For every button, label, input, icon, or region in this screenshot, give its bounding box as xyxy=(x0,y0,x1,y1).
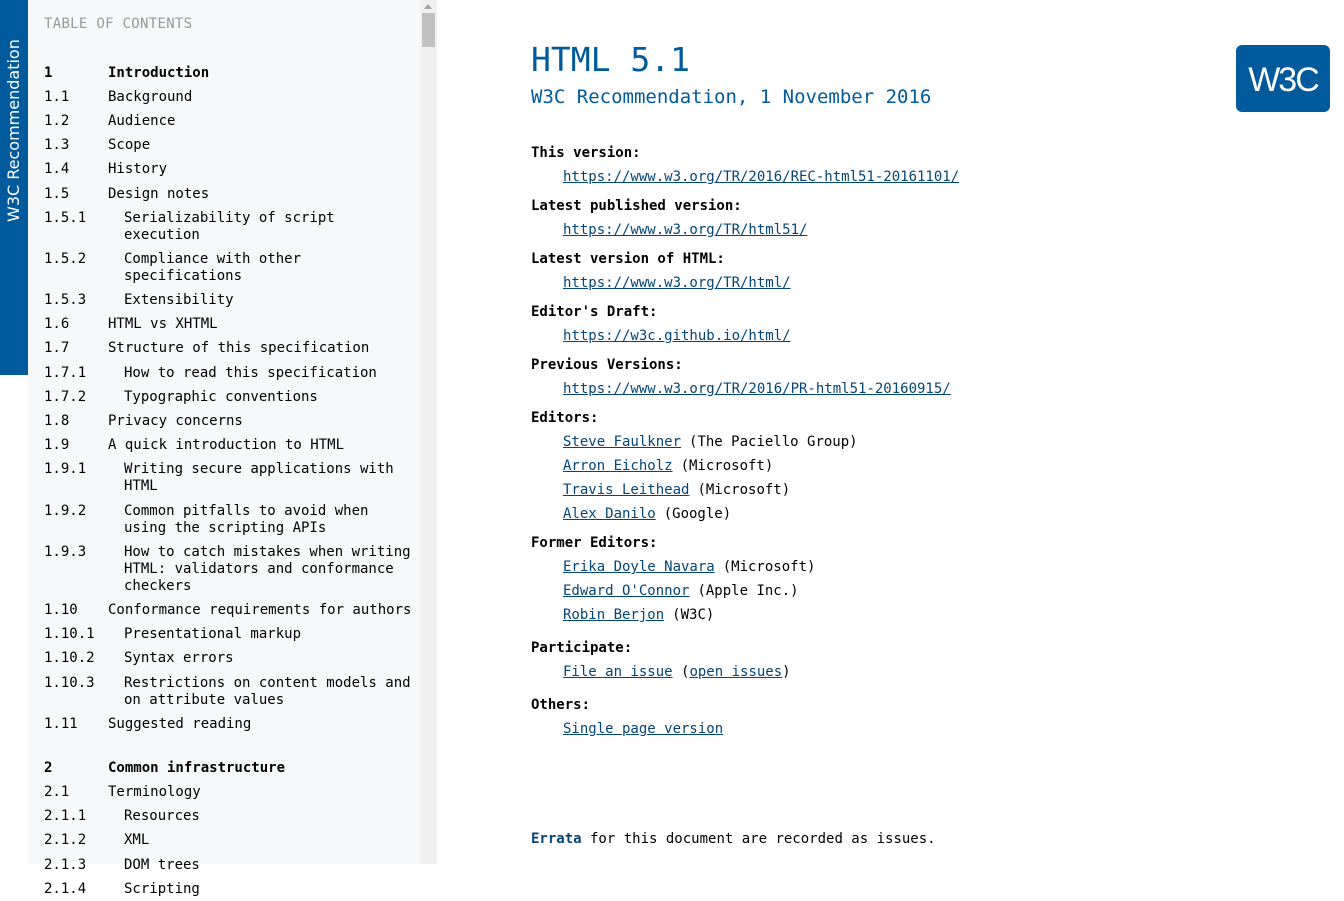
toc-item-number: 1.10 xyxy=(44,601,78,618)
toc-item-label[interactable]: Introduction xyxy=(108,64,210,81)
toc-item[interactable] xyxy=(44,623,414,647)
editors-draft-link[interactable]: https://w3c.github.io/html/ xyxy=(563,328,791,344)
scroll-up-arrow-icon[interactable] xyxy=(424,4,432,9)
toc-item[interactable] xyxy=(44,289,414,313)
editor-entry xyxy=(563,559,1231,576)
toc-item-label[interactable]: Structure of this specification xyxy=(108,340,370,357)
toc-item-label[interactable]: XML xyxy=(124,832,150,849)
toc-item-label[interactable]: Suggested reading xyxy=(108,715,252,732)
editor-name-link[interactable]: Arron Eicholz xyxy=(563,458,673,474)
w3c-logo-icon xyxy=(1236,45,1330,112)
previous-versions-label: Previous Versions: xyxy=(531,357,683,373)
editor-name-link[interactable]: Robin Berjon xyxy=(563,607,665,623)
editor-entry xyxy=(563,607,1231,624)
toc-item-label[interactable]: Presentational markup xyxy=(124,626,302,643)
participate-close-paren: ) xyxy=(782,664,791,680)
toc-item[interactable] xyxy=(44,877,414,901)
editor-org: (Microsoft) xyxy=(680,458,774,474)
editor-org: (Apple Inc.) xyxy=(697,583,799,599)
toc-item-number: 1.9.2 xyxy=(44,502,87,519)
toc-item[interactable] xyxy=(44,361,414,385)
toc-item[interactable] xyxy=(44,598,414,622)
others-label: Others: xyxy=(531,697,591,713)
toc-item-label[interactable]: Scope xyxy=(108,137,151,154)
toc-item-number: 2.1.1 xyxy=(44,808,87,825)
toc-item-number: 1.7.1 xyxy=(44,364,87,381)
editor-entry xyxy=(563,458,1231,475)
toc-item-label[interactable]: Terminology xyxy=(108,784,201,801)
single-page-link[interactable]: Single page version xyxy=(563,721,724,737)
toc-item[interactable] xyxy=(44,385,414,409)
toc-item-number: 1.4 xyxy=(44,161,70,178)
editor-name-link[interactable]: Steve Faulkner xyxy=(563,434,682,450)
toc-item-number: 2.1 xyxy=(44,784,70,801)
toc-item-label[interactable]: Privacy concerns xyxy=(108,413,243,430)
toc-item-number: 1.9 xyxy=(44,437,70,454)
this-version-label: This version: xyxy=(531,145,641,161)
toc-item-number: 1.7 xyxy=(44,340,70,357)
toc-item-label[interactable]: Restrictions on content models and on attribute values xyxy=(124,674,411,708)
toc-item-label[interactable]: Compliance with other specifications xyxy=(124,250,302,284)
errata-note xyxy=(531,831,936,848)
toc-item-label[interactable]: How to read this specification xyxy=(124,364,377,381)
toc-item[interactable] xyxy=(44,781,414,805)
toc-item[interactable] xyxy=(44,756,414,780)
editors-label: Editors: xyxy=(531,410,599,426)
toc-item[interactable] xyxy=(44,499,414,540)
toc-item-number: 2.1.2 xyxy=(44,832,87,849)
toc-item-number: 2.1.3 xyxy=(44,856,87,873)
toc-item-label[interactable]: A quick introduction to HTML xyxy=(108,437,345,454)
participate-label: Participate: xyxy=(531,640,633,656)
toc-item[interactable] xyxy=(44,434,414,458)
toc-item-number: 1.5.2 xyxy=(44,250,87,267)
toc-item-number: 1.10.3 xyxy=(44,674,95,691)
ribbon-label: W3C Recommendation xyxy=(4,39,23,222)
toc-item-label[interactable]: Scripting xyxy=(124,880,200,897)
toc-item-label[interactable]: DOM trees xyxy=(124,856,200,873)
toc-item[interactable] xyxy=(44,134,414,158)
toc-item-label[interactable]: Typographic conventions xyxy=(124,388,318,405)
toc-item-number: 1.5.3 xyxy=(44,292,87,309)
former-editors-list xyxy=(531,559,1231,624)
editors-draft-label: Editor's Draft: xyxy=(531,304,658,320)
toc-item-number: 1 xyxy=(44,64,53,81)
editor-org: (Google) xyxy=(663,506,732,522)
toc-item-label[interactable]: Conformance requirements for authors xyxy=(108,601,412,618)
toc-item[interactable] xyxy=(44,109,414,133)
toc-item[interactable] xyxy=(44,247,414,288)
this-version-link[interactable]: https://www.w3.org/TR/2016/REC-html51-20161101/ xyxy=(563,169,960,185)
toc-list xyxy=(44,60,414,901)
editor-org: (W3C) xyxy=(672,607,715,623)
toc-item-number: 1.5.1 xyxy=(44,209,87,226)
toc-item[interactable] xyxy=(44,829,414,853)
editor-org: (Microsoft) xyxy=(697,482,791,498)
toc-item[interactable] xyxy=(44,853,414,877)
toc-item-number: 2.1.4 xyxy=(44,880,87,897)
editor-org: (The Paciello Group) xyxy=(689,434,858,450)
file-issue-link[interactable]: File an issue xyxy=(563,664,673,680)
page-subtitle: W3C Recommendation, 1 November 2016 xyxy=(531,86,932,108)
toc-item[interactable] xyxy=(44,182,414,206)
page-title: HTML 5.1 xyxy=(531,40,690,79)
toc-item-label[interactable]: Audience xyxy=(108,112,176,129)
editor-org: (Microsoft) xyxy=(722,559,816,575)
open-issues-link[interactable]: open issues xyxy=(689,664,783,680)
toc-item-number: 1.6 xyxy=(44,316,70,333)
toc-item-label[interactable]: Background xyxy=(108,88,193,105)
status-ribbon xyxy=(0,0,28,375)
toc-item-number: 1.9.3 xyxy=(44,543,87,560)
latest-html-label: Latest version of HTML: xyxy=(531,251,725,267)
toc-item-number: 2 xyxy=(44,759,53,776)
toc-gap xyxy=(44,736,414,755)
toc-item-number: 1.7.2 xyxy=(44,388,87,405)
toc-item-label[interactable]: HTML vs XHTML xyxy=(108,316,218,333)
spec-metadata xyxy=(531,145,1231,738)
toc-item-label[interactable]: Common infrastructure xyxy=(108,759,286,776)
sidebar-scrollbar[interactable] xyxy=(420,0,437,864)
editor-entry xyxy=(563,434,1231,451)
toc-item-number: 1.5 xyxy=(44,185,70,202)
errata-link[interactable]: Errata xyxy=(531,831,582,847)
editor-name-link[interactable]: Alex Danilo xyxy=(563,506,656,522)
toc-item-label[interactable]: Common pitfalls to avoid when using the scripting APIs xyxy=(124,502,369,536)
toc-item[interactable] xyxy=(44,647,414,671)
participate-open-paren: ( xyxy=(681,664,690,680)
w3c-logo-text: W3C xyxy=(1248,61,1318,99)
toc-item[interactable] xyxy=(44,458,414,499)
editor-entry xyxy=(563,482,1231,499)
editor-name-link[interactable]: Erika Doyle Navara xyxy=(563,559,715,575)
toc-sidebar xyxy=(28,0,420,897)
toc-item-number: 1.10.1 xyxy=(44,626,95,643)
scroll-thumb[interactable] xyxy=(422,13,435,47)
editors-list xyxy=(531,434,1231,523)
latest-html-link[interactable]: https://www.w3.org/TR/html/ xyxy=(563,275,791,291)
toc-item-label[interactable]: Serializability of script execution xyxy=(124,209,335,243)
latest-published-label: Latest published version: xyxy=(531,198,742,214)
toc-item[interactable] xyxy=(44,671,414,712)
toc-item[interactable] xyxy=(44,85,414,109)
toc-item[interactable] xyxy=(44,337,414,361)
toc-item[interactable] xyxy=(44,313,414,337)
toc-item-label[interactable]: Writing secure applications with HTML xyxy=(124,461,394,495)
toc-item-label[interactable]: Design notes xyxy=(108,185,210,202)
editor-name-link[interactable]: Edward O'Connor xyxy=(563,583,690,599)
toc-item-number: 1.8 xyxy=(44,413,70,430)
toc-item-label[interactable]: Extensibility xyxy=(124,292,234,309)
w3c-logo[interactable] xyxy=(1236,45,1330,112)
toc-item[interactable] xyxy=(44,158,414,182)
toc-item[interactable] xyxy=(44,206,414,247)
toc-item[interactable] xyxy=(44,409,414,433)
editor-name-link[interactable]: Travis Leithead xyxy=(563,482,690,498)
toc-item-number: 1.11 xyxy=(44,715,78,732)
toc-item-number: 1.1 xyxy=(44,88,70,105)
toc-item-label[interactable]: Syntax errors xyxy=(124,650,234,667)
toc-item-label[interactable]: How to catch mistakes when writing HTML: validators and conformance checkers xyxy=(124,543,411,594)
toc-item-number: 1.10.2 xyxy=(44,650,95,667)
toc-heading: TABLE OF CONTENTS xyxy=(44,16,193,32)
toc-item-number: 1.2 xyxy=(44,112,70,129)
toc-item[interactable] xyxy=(44,712,414,736)
toc-item[interactable] xyxy=(44,805,414,829)
previous-version-link[interactable]: https://www.w3.org/TR/2016/PR-html51-20160915/ xyxy=(563,381,951,397)
toc-item[interactable] xyxy=(44,540,414,598)
former-editors-label: Former Editors: xyxy=(531,535,658,551)
toc-item[interactable] xyxy=(44,61,414,85)
toc-item-label[interactable]: History xyxy=(108,161,168,178)
toc-item-number: 1.3 xyxy=(44,137,70,154)
editor-entry xyxy=(563,506,1231,523)
latest-published-link[interactable]: https://www.w3.org/TR/html51/ xyxy=(563,222,808,238)
toc-item-label[interactable]: Resources xyxy=(124,808,200,825)
errata-text: for this document are recorded as issues. xyxy=(581,831,936,847)
toc-item-number: 1.9.1 xyxy=(44,461,87,478)
editor-entry xyxy=(563,583,1231,600)
